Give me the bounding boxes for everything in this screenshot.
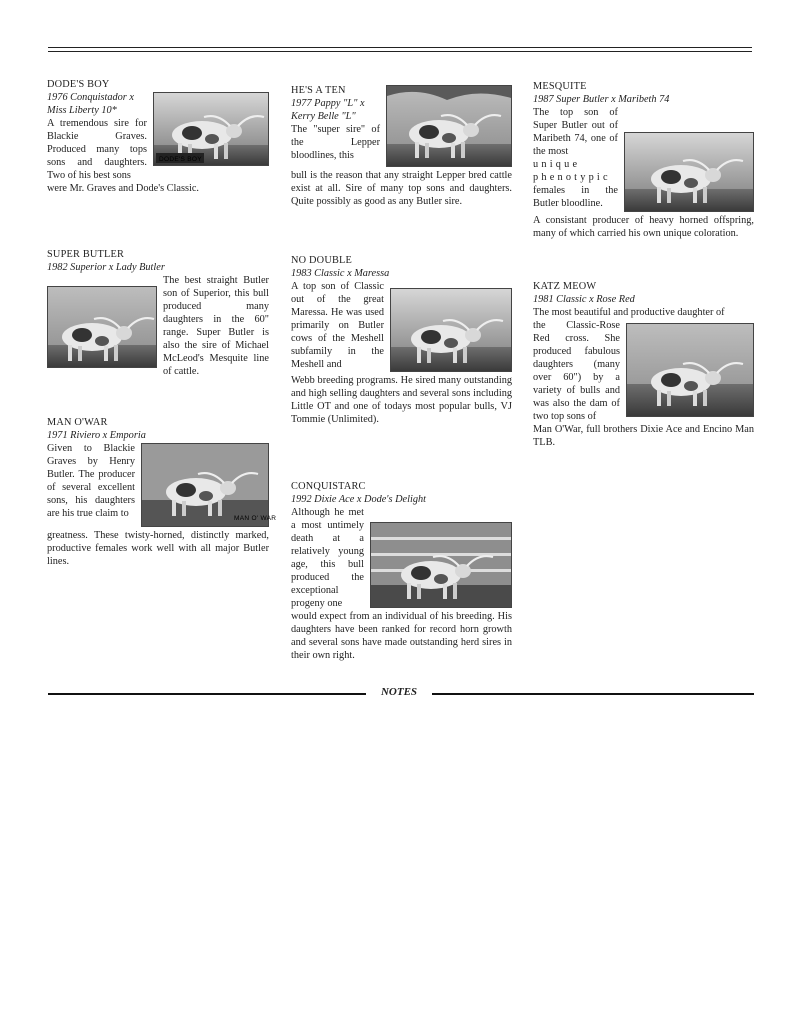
entry-name: HE'S A TEN	[291, 85, 346, 96]
entry-name: KATZ MEOW	[533, 281, 597, 292]
longhorn-bull-photo-icon	[371, 523, 511, 607]
photo-caption: DODE'S BOY	[159, 156, 202, 163]
longhorn-bull-photo-icon	[391, 289, 511, 371]
notes-heading: NOTES	[380, 686, 418, 698]
entry-pedigree: 1982 Superior x Lady Butler	[47, 262, 165, 273]
entry-pedigree: 1976 Conquistador x	[47, 92, 134, 103]
entry-body: Given to Blackie Graves by Henry Butler. The producer of several excellent sons, his daughters are his true claim to	[47, 443, 135, 519]
entry-name: MESQUITE	[533, 81, 587, 92]
photo-caption: MAN O' WAR	[234, 515, 277, 522]
entry-hes-a-ten	[291, 84, 512, 208]
longhorn-bull-photo-icon	[48, 287, 156, 367]
entry-body: The best straight Butler son of Superior, this bull produced many daughters in the 60" range. Super Butler is also the sire of Michael McLeod's Mesquite line of cattle.	[163, 275, 269, 377]
header-rule-top	[48, 47, 752, 48]
entry-pedigree: 1981 Classic x Rose Red	[533, 294, 635, 305]
photo-dodes-boy	[153, 92, 269, 166]
header-rule-bottom	[48, 51, 752, 52]
photo-mesquite	[624, 132, 754, 212]
entry-body: The top son of Super Butler out of Maribeth 74, one of the most	[533, 107, 618, 157]
entry-pedigree: 1992 Dixie Ace x Dode's Delight	[291, 494, 426, 505]
photo-no-double	[390, 288, 512, 372]
entry-pedigree: 1971 Riviero x Emporia	[47, 430, 146, 441]
entry-body: A tremendous sire for Blackie Graves. Produced many tops sons and daughters. Two of his best sons	[47, 118, 147, 181]
entry-body-cont: would expect from an individual of his breeding. His daughters have been ranked for record horn growth and several sons have made outstanding herd sires in their own right.	[291, 611, 512, 661]
entry-name: DODE'S BOY	[47, 79, 110, 90]
entry-body-cont: Webb breeding programs. He sired many outstanding and high selling daughters and several sons including Little OT and one of todays most popular bulls, VJ Tommie (Unlimited).	[291, 375, 512, 425]
longhorn-bull-photo-icon	[154, 93, 268, 165]
entry-body-spaced: unique phenotypic	[533, 159, 611, 183]
photo-conquistarc	[370, 522, 512, 608]
entry-name: NO DOUBLE	[291, 255, 353, 266]
entry-name: MAN O'WAR	[47, 417, 108, 428]
entry-pedigree-cont: Miss Liberty 10*	[47, 105, 117, 116]
entry-man-o-war	[47, 416, 277, 568]
entry-name: SUPER BUTLER	[47, 249, 125, 260]
longhorn-cow-photo-icon	[627, 324, 753, 416]
entry-name: CONQUISTARC	[291, 481, 366, 492]
photo-katz-meow	[626, 323, 754, 417]
entry-body-cont: were Mr. Graves and Dode's Classic.	[47, 183, 199, 194]
entry-body: Although he met a most untimely death at a relatively young age, this bull produced the exceptional progeny one	[291, 507, 364, 609]
entry-super-butler	[47, 248, 269, 378]
entry-body-cont: greatness. These twisty-horned, distinctly marked, productive females work well with all major Butler lines.	[47, 530, 269, 567]
longhorn-bull-photo-icon	[625, 133, 753, 211]
notes-rule-right	[432, 693, 754, 695]
entry-pedigree: 1977 Pappy "L" x	[291, 98, 365, 109]
entry-dodes-boy	[47, 78, 269, 195]
entry-body: The "super sire" of the Lepper bloodlines, this	[291, 124, 380, 161]
longhorn-bull-photo-icon	[387, 86, 511, 166]
entry-pedigree: 1987 Super Butler x Maribeth 74	[533, 94, 670, 105]
entry-pedigree-cont: Kerry Belle "L"	[291, 111, 356, 122]
notes-divider	[48, 686, 754, 702]
entry-body-cont: females in the Butler bloodline.	[533, 185, 618, 209]
entry-conquistarc	[291, 480, 512, 662]
entry-body: A top son of Classic out of the great Maressa. He was used primarily on Butler cows of the Meshell subfamily in the Meshell and	[291, 281, 384, 370]
entry-body-top: The most beautiful and productive daughter of	[533, 307, 725, 318]
entry-pedigree: 1983 Classic x Maressa	[291, 268, 390, 279]
entry-body-after: A consistant producer of heavy horned offspring, many of which carried his own unique coloration.	[533, 215, 754, 239]
entry-body: the Classic-Rose Red cross. She produced fabulous daughters (many over 60") by a variety of bulls and was also the dam of two top sons of	[533, 320, 620, 422]
photo-man-o-war	[141, 443, 277, 527]
entry-body-cont: bull is the reason that any straight Lepper bred cattle exist at all. Sire of many top sons and daughters. Quite possibly as good as any Butler sire.	[291, 170, 512, 207]
photo-super-butler	[47, 286, 157, 368]
entry-mesquite	[533, 80, 754, 240]
entry-body-cont: Man O'War, full brothers Dixie Ace and Encino Man TLB.	[533, 424, 754, 448]
entry-katz-meow	[533, 280, 754, 449]
notes-rule-left	[48, 693, 366, 695]
entry-no-double	[291, 254, 512, 426]
longhorn-bull-photo-icon	[142, 444, 277, 526]
photo-hes-a-ten	[386, 85, 512, 167]
